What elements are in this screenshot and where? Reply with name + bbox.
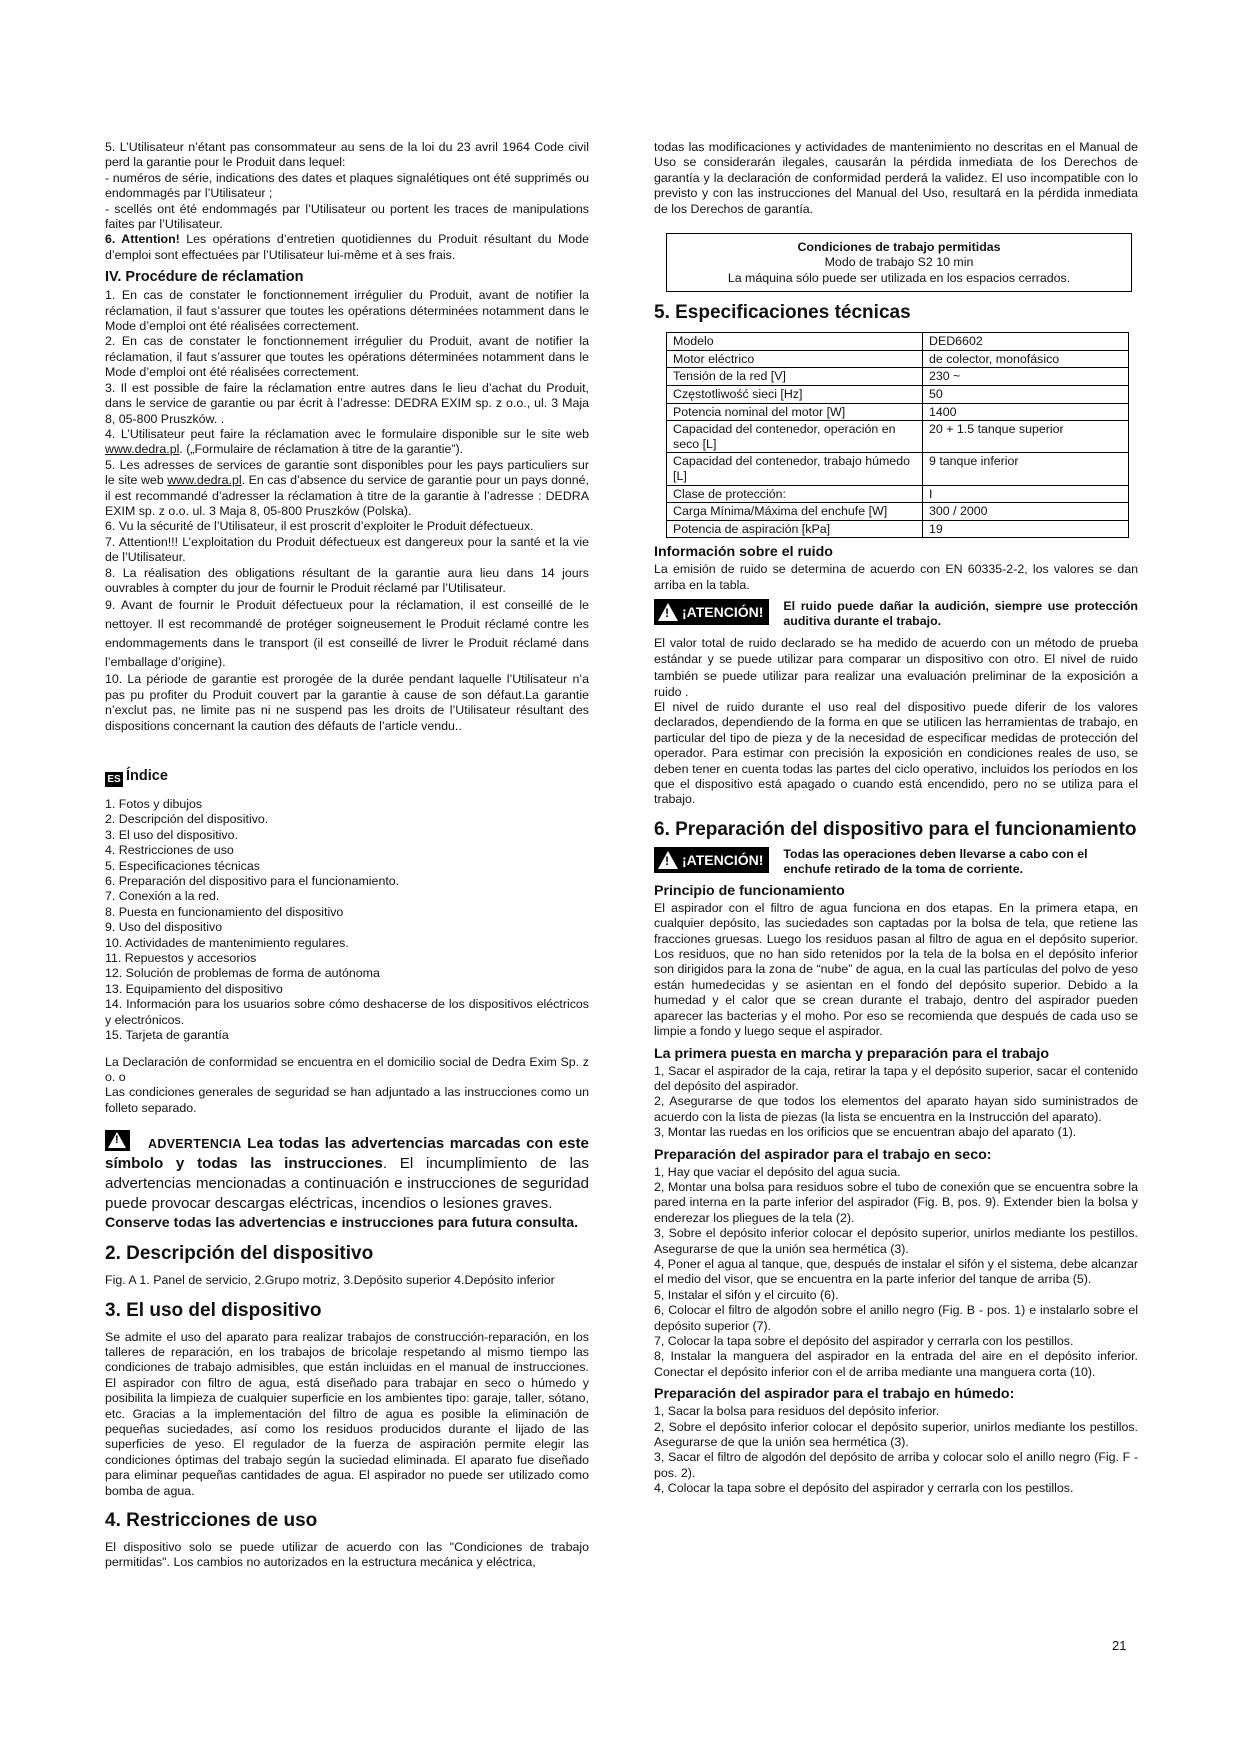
seco-item: 6, Colocar el filtro de algodón sobre el anillo negro (Fig. B - pos. 1) e instalarlo sobre el depósito superior (7). xyxy=(654,1303,1138,1333)
principio-text: El aspirador con el filtro de agua funciona en dos etapas. En la primera etapa, en cualquier depósito, las suciedades son captadas por la bolsa de tela, que retiene las fracciones gruesas. Luego los residuos pasan al filtro de agua en el depósito superior. Los residuos, que no han sido retenidos por la tela de la bolsa en el depósito inferior son dirigidos para la zona de “nube” de agua, en la cual las partículas del polvo de yeso están humedecidas y se asientan en el fondo del depósito superior. Debido a la humedad y el calor que se crean durante el trabajo, dentro del aspirador pueden aparecer las bacterias y el moho. Por eso se recomienda que después de cada uso se limpie a fondo y luego seque el aspirador. xyxy=(654,900,1138,1039)
spec-key: Capacidad del contenedor, operación en seco [L] xyxy=(667,421,923,453)
heading-primera-puesta: La primera puesta en marcha y preparación para el trabajo xyxy=(654,1045,1050,1062)
heading-restricciones: 4. Restricciones de uso xyxy=(105,1510,318,1531)
indice-item: 2. Descripción del dispositivo. xyxy=(105,812,269,827)
warning-ruido-text: El ruido puede dañar la audición, siempre use protección auditiva durante el trabajo. xyxy=(783,599,1138,629)
heading-humedo: Preparación del aspirador para el trabajo en húmedo: xyxy=(654,1386,1015,1403)
spec-key: Motor eléctrico xyxy=(667,350,923,368)
fr-iv-4 xyxy=(105,427,589,458)
fr-iv-6: 6. Vu la sécurité de l’Utilisateur, il est proscrit d’exploiter le Produit défectueux. xyxy=(105,519,534,534)
fr-iv-2: 2. En cas de constater le fonctionnement irrégulier du Produit, avant de notifier la réclamation, il faut s’assurer que toutes les opérations déterminées notamment dans le Mode d’emploi ont été réalisées correctement. xyxy=(105,334,589,380)
primera-item: 3, Montar las ruedas en los orificios que se encuentran abajo del aparato (1). xyxy=(654,1125,1077,1140)
fr-item-6 xyxy=(105,232,589,263)
spec-value: I xyxy=(923,485,1129,503)
work-conditions-box xyxy=(666,233,1132,292)
uso-text: Se admite el uso del aparato para realizar trabajos de construcción-reparación, en los talleres de reparación, en los trabajos de bricolaje respetando al mismo tiempo las condiciones de trabajo admisibles, que están incluidas en el manual de instrucciones. El aspirador con filtro de agua, está diseñado para trabajar en seco o húmedo y posibilita la limpieza de cualquier superficie en los ambientes tipo: garaje, taller, sótano, etc. Gracias a la implementación del filtro de agua es posible la eliminación de pequeñas suciedades, así como los residuos producidos durante el lijado de las superficies de yeso. El regulador de la fuerza de aspiración permite elegir las condiciones óptimas del trabajo según la suciedad eliminada. El aparato fue diseñado para eliminar pequeñas cantidades de agua. El aspirador no puede ser utilizado como bomba de agua. xyxy=(105,1329,589,1498)
fr-iv-4-text-end: . („Formulaire de réclamation à titre de la garantie”). xyxy=(179,442,464,457)
primera-list xyxy=(654,1064,1138,1141)
warning-preparacion-text: Todas las operaciones deben llevarse a cabo con el enchufe retirado de la toma de corriente. xyxy=(783,846,1088,876)
spec-table xyxy=(666,332,1129,538)
ruido-text-1: La emisión de ruido se determina de acuerdo con EN 60335-2-2, los valores se dan arriba en la tabla. xyxy=(654,562,1138,592)
spec-row xyxy=(667,421,1129,453)
page-number: 21 xyxy=(1112,1638,1127,1653)
indice-item: 3. El uso del dispositivo. xyxy=(105,827,238,842)
indice-item: 5. Especificaciones técnicas xyxy=(105,858,260,873)
indice-item: 1. Fotos y dibujos xyxy=(105,797,203,811)
fr-item-6-text: Les opérations d’entretien quotidiennes du Produit résultant du Mode d’emploi sont effectuées par l’Utilisateur lui-même et à ses frais. xyxy=(105,232,589,262)
advertencia-block xyxy=(105,1130,589,1214)
spec-value: 50 xyxy=(923,386,1129,404)
fr-iv-5-text: 5. Les adresses de services de garantie sont disponibles pour les pays particuliers sur le site web xyxy=(105,457,589,488)
seco-item: 4, Poner el agua al tanque, que, después de instalar el sifón y el sistema, debe alcanzar el medio del visor, que se encuentra en la parte inferior del tanque de arriba (5). xyxy=(654,1256,1138,1287)
spec-value: 230 ~ xyxy=(923,368,1129,386)
descripcion-text: Fig. A 1. Panel de servicio, 2.Grupo motriz, 3.Depósito superior 4.Depósito inferior xyxy=(105,1273,555,1288)
spec-row xyxy=(667,485,1129,503)
warning-triangle-icon: ! xyxy=(105,1130,130,1151)
restricciones-text: El dispositivo solo se puede utilizar de acuerdo con las "Condiciones de trabajo permitidas". Los cambios no autorizados en la estructura mecánica y eléctrica, xyxy=(105,1540,589,1570)
dedra-link-2[interactable]: www.dedra.pl xyxy=(167,473,242,488)
spec-value: 1400 xyxy=(923,403,1129,421)
indice-item: 12. Solución de problemas de forma de autónoma xyxy=(105,966,380,981)
fr-item-6-label: 6. Attention! xyxy=(105,232,180,247)
dedra-link[interactable]: www.dedra.pl xyxy=(105,442,180,457)
fr-item-5a: - numéros de série, indications des dates et plaques signalétiques ont été supprimés ou endommagés par l’Utilisateur ; xyxy=(105,170,589,201)
seco-item: 3, Sobre el depósito inferior colocar el depósito superior, unirlos mediante los pestillos. Asegurarse de que la unión sea hermética (3). xyxy=(654,1226,1138,1256)
spec-value: 9 tanque inferior xyxy=(923,453,1129,485)
spec-value: 19 xyxy=(923,520,1129,538)
humedo-item: 2, Sobre el depósito inferior colocar el depósito superior, unirlos mediante los pestillos. Asegurarse de que la unión sea hermética (3). xyxy=(654,1419,1138,1450)
declaration-text: La Declaración de conformidad se encuentra en el domicilio social de Dedra Exim Sp. z o. o xyxy=(105,1054,589,1084)
fr-iv-10: 10. La période de garantie est prorogée de la durée pendant laquelle l’Utilisateur n’a pas pu profiter du Produit couvert par la garantie à cause de son défaut.La garantie n’exclut pas, ne limite pas ni ne suspend pas les droits de l’Utilisateur résultant des dispositions concernant la caution des défauts de l’article vendu.. xyxy=(105,672,589,733)
seco-item: 7, Colocar la tapa sobre el depósito del aspirador y cerrarla con los pestillos. xyxy=(654,1334,1074,1348)
work-conditions-title: Condiciones de trabajo permitidas xyxy=(797,240,1001,255)
indice-item: 14. Información para los usuarios sobre cómo deshacerse de los dispositivos eléctricos y electrónicos. xyxy=(105,997,589,1027)
advertencia-conserve: Conserve todas las advertencias e instrucciones para futura consulta. xyxy=(105,1215,579,1232)
fr-iv-5-text-end: . En cas d’absence du service de garantie pour un pays donné, il est recommandé d’adresser la réclamation à titre de la garantie à l’adresse : DEDRA EXIM sp. z o.o. ul. 3 Maja 8, 05-800 Pruszków (Polska). xyxy=(105,473,589,518)
atencion-badge xyxy=(654,599,769,625)
seco-list xyxy=(654,1165,1138,1381)
ruido-text-2: El valor total de ruido declarado se ha medido de acuerdo con un método de prueba estándar y se puede utilizar para comparar un dispositivo con otro. El nivel de ruido también se puede utilizar para realizar una evaluación preliminar de la exposición a ruido . xyxy=(654,636,1138,699)
primera-item: 1, Sacar el aspirador de la caja, retirar la tapa y el depósito superior, sacar el contenido del depósito del aspirador. xyxy=(654,1063,1138,1093)
spec-row xyxy=(667,333,1129,351)
warning-triangle-icon: ! xyxy=(658,603,678,621)
fr-item-5: 5. L’Utilisateur n’étant pas consommateur au sens de la loi du 23 avril 1964 Code civil perd la garantie pour le Produit dans lequel: xyxy=(105,140,589,170)
heading-preparacion: 6. Preparación del dispositivo para el funcionamiento xyxy=(654,818,1137,840)
safety-conditions-text: Las condiciones generales de seguridad se han adjuntado a las instrucciones como un folleto separado. xyxy=(105,1085,589,1115)
indice-list xyxy=(105,797,589,1044)
humedo-item: 4, Colocar la tapa sobre el depósito del aspirador y cerrarla con los pestillos. xyxy=(654,1481,1074,1496)
spec-key: Modelo xyxy=(667,333,923,351)
spec-value: DED6602 xyxy=(923,333,1129,351)
seco-item: 2, Montar una bolsa para residuos sobre el tubo de conexión que se encuentra sobre la pared interna en la parte inferior del aspirador (Fig. B, pos. 9). Extender bien la bolsa y enderezar los pliegues de la tela (2). xyxy=(654,1179,1138,1225)
advertencia-text: . El incumplimiento de las advertencias mencionadas a continuación e instrucciones de seguridad puede provocar descargas eléctricas, incendios o lesiones graves. xyxy=(105,1155,589,1213)
advertencia-label: ADVERTENCIA xyxy=(148,1137,242,1152)
left-column xyxy=(105,140,589,1571)
fr-item-5b: - scellés ont été endommagés par l’Utilisateur ou portent les traces de manipulations faites par l’Utilisateur. xyxy=(105,201,589,232)
seco-item: 5, Instalar el sifón y el circuito (6). xyxy=(654,1287,839,1302)
spec-row xyxy=(667,520,1129,538)
indice-item: 13. Equipamiento del dispositivo xyxy=(105,981,283,996)
spec-key: Clase de protección: xyxy=(667,485,923,503)
primera-item: 2, Asegurarse de que todos los elementos del aparato hayan sido suministrados de acuerdo con la lista de piezas (la lista se encuentra en la Instrucción del aparato). xyxy=(654,1094,1138,1124)
indice-item: 4. Restricciones de uso xyxy=(105,843,234,858)
heading-principio: Principio de funcionamiento xyxy=(654,882,845,899)
indice-title: Índice xyxy=(126,768,168,784)
restricciones-continued: todas las modificaciones y actividades de mantenimiento no descritas en el Manual de Uso se considerarán ilegales, causarán la pérdida inmediata de los Derechos de garantía y la declaración de conformidad perderá la validez. El uso incompatible con lo previsto y con las instrucciones del Manual del Uso, resultará en la pérdida inmediata de los Derechos de garantía. xyxy=(654,140,1138,216)
spec-key: Częstotliwość sieci [Hz] xyxy=(667,386,923,404)
fr-iv-4-text: 4. L’Utilisateur peut faire la réclamation avec le formulaire disponible sur le site web xyxy=(105,426,589,441)
seco-item: 8, Instalar la manguera del aspirador en la entrada del aire en el depósito inferior. Conectar el depósito inferior con el de arriba mediante una manguera corta (10). xyxy=(654,1349,1138,1379)
indice-item: 6. Preparación del dispositivo para el funcionamiento. xyxy=(105,874,400,889)
indice-item: 15. Tarjeta de garantía xyxy=(105,1028,229,1043)
seco-item: 1, Hay que vaciar el depósito del agua sucia. xyxy=(654,1164,901,1179)
fr-iv-9: 9. Avant de fournir le Produit défectueux pour la réclamation, il est conseillé de le nettoyer. Il est recommandé de protéger soigneusement le Produit réclamé contre les endommagements dans le transport (il est conseillé de livrer le Produit réclamé dans l’emballage d’origine). xyxy=(105,598,589,670)
atencion-label-2: ¡ATENCIÓN! xyxy=(682,851,764,868)
spec-row xyxy=(667,503,1129,521)
spec-row xyxy=(667,350,1129,368)
spec-key: Capacidad del contenedor, trabajo húmedo [L] xyxy=(667,453,923,485)
spec-row xyxy=(667,386,1129,404)
spec-key: Potencia nominal del motor [W] xyxy=(667,403,923,421)
indice-item: 7. Conexión a la red. xyxy=(105,889,220,904)
fr-heading-iv: IV. Procédure de réclamation xyxy=(105,269,304,286)
indice-item: 8. Puesta en funcionamiento del dispositivo xyxy=(105,904,344,919)
spec-row xyxy=(667,453,1129,485)
atencion-label: ¡ATENCIÓN! xyxy=(682,604,764,621)
work-conditions-line-1: Modo de trabajo S2 10 min xyxy=(824,255,974,270)
heading-seco: Preparación del aspirador para el trabajo en seco: xyxy=(654,1146,992,1163)
spec-row xyxy=(667,368,1129,386)
heading-ruido: Información sobre el ruido xyxy=(654,544,833,561)
heading-especificaciones: 5. Especificaciones técnicas xyxy=(654,302,911,324)
ruido-text-3: El nivel de ruido durante el uso real del dispositivo puede diferir de los valores declarados, dependiendo de la forma en que se utilicen las herramientas de trabajo, en particular del tipo de pieza y de la necesidad de especificar medidas de protección del operador. Para estimar con precisión la exposición en condiciones reales de uso, se deben tener en cuenta todas las partes del ciclo operativo, incluidos los períodos en los que el dispositivo está apagado o cuando está encendido, pero no se utiliza para el trabajo. xyxy=(654,700,1138,807)
indice-item: 10. Actividades de mantenimiento regulares. xyxy=(105,935,349,950)
spec-value: 300 / 2000 xyxy=(923,503,1129,521)
heading-uso: 3. El uso del dispositivo xyxy=(105,1299,322,1321)
spec-value: 20 + 1.5 tanque superior xyxy=(923,421,1129,453)
right-column xyxy=(654,140,1138,1497)
spec-key: Carga Mínima/Máxima del enchufe [W] xyxy=(667,503,923,521)
heading-descripcion: 2. Descripción del dispositivo xyxy=(105,1243,374,1265)
indice-item: 11. Repuestos y accesorios xyxy=(105,951,257,966)
spec-value: de colector, monofásico xyxy=(923,350,1129,368)
indice-heading xyxy=(105,767,589,787)
fr-iv-1: 1. En cas de constater le fonctionnement irrégulier du Produit, avant de notifier la réclamation, il faut s’assurer que toutes les opérations déterminées notamment dans le Mode d’emploi ont été réalisées correctement. xyxy=(105,288,589,334)
humedo-item: 3, Sacar el filtro de algodón del depósito de arriba y colocar solo el anillo negro (Fig. F - pos. 2). xyxy=(654,1450,1138,1480)
spec-key: Tensión de la red [V] xyxy=(667,368,923,386)
advertencia-bold: Lea todas las advertencias marcadas con este símbolo y todas las instrucciones xyxy=(105,1135,589,1173)
warning-ruido xyxy=(654,599,1138,629)
spec-row xyxy=(667,403,1129,421)
fr-iv-3: 3. Il est possible de faire la réclamation entre autres dans le lieu d’achat du Produit, dans le service de garantie ou par écrit à l’adresse: DEDRA EXIM sp. z o.o., ul. 3 Maja 8, 05-800 Pruszków. . xyxy=(105,380,589,426)
warning-triangle-icon: ! xyxy=(658,851,678,869)
work-conditions-line-2: La máquina sólo puede ser utilizada en los espacios cerrados. xyxy=(727,270,1071,285)
atencion-badge-2 xyxy=(654,847,769,873)
es-flag-icon: ES xyxy=(105,772,123,787)
humedo-list xyxy=(654,1404,1138,1496)
humedo-item: 1, Sacar la bolsa para residuos del depósito inferior. xyxy=(654,1404,940,1419)
fr-iv-7: 7. Attention!!! L’exploitation du Produit défectueux est dangereux pour la santé et la vie de l’Utilisateur. xyxy=(105,534,589,565)
fr-iv-5 xyxy=(105,458,589,520)
spec-key: Potencia de aspiración [kPa] xyxy=(667,520,923,538)
fr-iv-8: 8. La réalisation des obligations résultant de la garantie aura lieu dans 14 jours ouvrables à compter du jour de fournir le Produit réclamé par l’Utilisateur. xyxy=(105,565,589,595)
indice-item: 9. Uso del dispositivo xyxy=(105,920,223,935)
warning-preparacion xyxy=(654,847,1138,877)
